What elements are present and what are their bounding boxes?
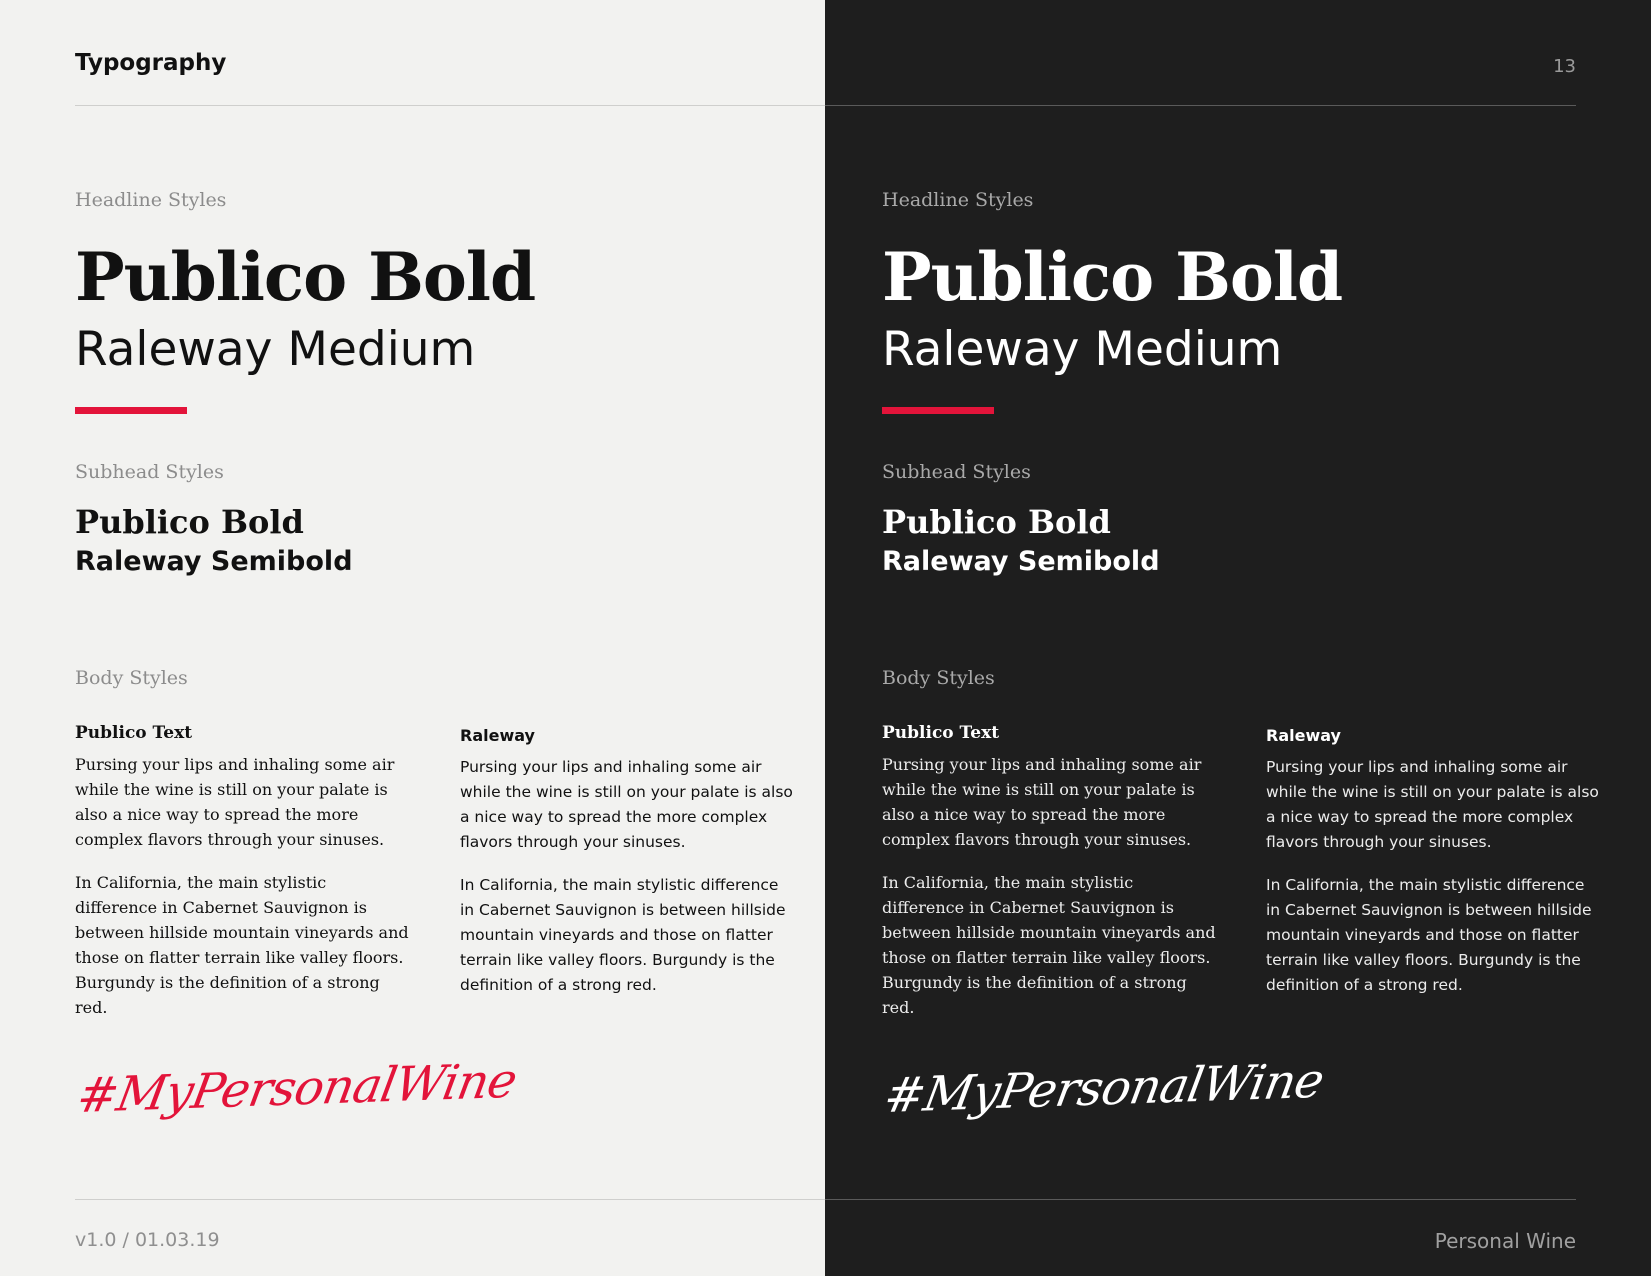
- hashtag-script: #MyPersonalWine: [73, 1052, 521, 1124]
- serif-body-paragraph: In California, the main stylistic difference in Cabernet Sauvignon is between hillside mountain vineyards and those on flatter terrain like valley floors. Burgundy is the definition of a strong red.: [75, 873, 409, 1017]
- brand-label: Personal Wine: [1434, 1229, 1576, 1253]
- serif-body-paragraph: In California, the main stylistic difference in Cabernet Sauvignon is between hillside mountain vineyards and those on flatter terrain like valley floors. Burgundy is the definition of a strong red.: [882, 873, 1216, 1017]
- subhead-sans-sample: Raleway Semibold: [75, 546, 353, 577]
- light-panel: [0, 0, 825, 1276]
- footer-divider: [75, 1199, 825, 1200]
- header-divider: [75, 105, 825, 106]
- accent-bar: [882, 407, 994, 414]
- serif-body-paragraph: Pursing your lips and inhaling some air while the wine is still on your palate is also a nice way to spread the more complex flavors through your sinuses.: [882, 755, 1202, 849]
- subhead-serif-sample: Publico Bold: [75, 503, 304, 541]
- subhead-serif-sample: Publico Bold: [882, 503, 1111, 541]
- page-number: 13: [1553, 56, 1576, 77]
- headline-serif-sample: Publico Bold: [882, 238, 1343, 316]
- subhead-styles-label: Subhead Styles: [75, 461, 224, 483]
- serif-column-title: Publico Text: [75, 723, 193, 743]
- headline-sans-sample: Raleway Medium: [75, 322, 476, 377]
- headline-serif-sample: Publico Bold: [75, 238, 536, 316]
- sans-body-paragraph: In California, the main stylistic difference in Cabernet Sauvignon is between hillside mountain vineyards and those on flatter terrain like valley floors. Burgundy is the definition of a strong red.: [460, 876, 786, 994]
- serif-column-title: Publico Text: [882, 723, 1000, 743]
- body-styles-label: Body Styles: [75, 667, 188, 689]
- headline-styles-label: Headline Styles: [882, 189, 1034, 211]
- sans-column-title: Raleway: [1266, 726, 1341, 745]
- sans-body-paragraph: In California, the main stylistic difference in Cabernet Sauvignon is between hillside mountain vineyards and those on flatter terrain like valley floors. Burgundy is the definition of a strong red.: [1266, 876, 1592, 994]
- header-divider: [825, 105, 1576, 106]
- hashtag-script: #MyPersonalWine: [880, 1052, 1328, 1124]
- subhead-sans-sample: Raleway Semibold: [882, 546, 1160, 577]
- body-styles-label: Body Styles: [882, 667, 995, 689]
- accent-bar: [75, 407, 187, 414]
- dark-panel: [825, 0, 1651, 1276]
- footer-divider: [825, 1199, 1576, 1200]
- page-title: Typography: [75, 50, 227, 76]
- headline-sans-sample: Raleway Medium: [882, 322, 1283, 377]
- serif-body-paragraph: Pursing your lips and inhaling some air while the wine is still on your palate is also a nice way to spread the more complex flavors through your sinuses.: [75, 755, 395, 849]
- headline-styles-label: Headline Styles: [75, 189, 227, 211]
- sans-body-paragraph: Pursing your lips and inhaling some air while the wine is still on your palate is also a nice way to spread the more complex flavors through your sinuses.: [1266, 758, 1599, 851]
- version-label: v1.0 / 01.03.19: [75, 1229, 220, 1251]
- sans-body-paragraph: Pursing your lips and inhaling some air while the wine is still on your palate is also a nice way to spread the more complex flavors through your sinuses.: [460, 758, 793, 851]
- sans-column-title: Raleway: [460, 726, 535, 745]
- subhead-styles-label: Subhead Styles: [882, 461, 1031, 483]
